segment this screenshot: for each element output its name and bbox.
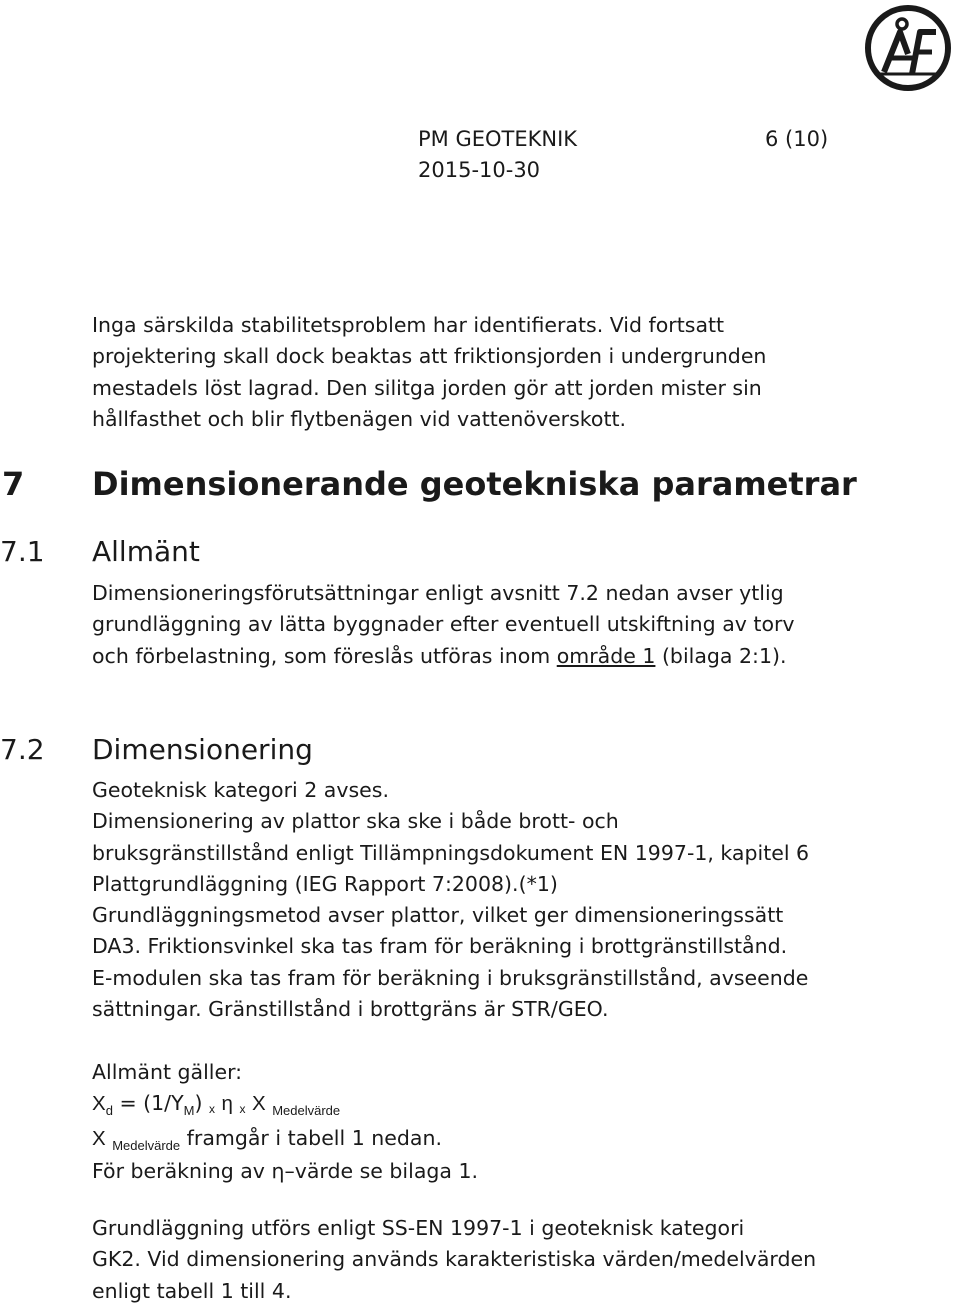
text-line: Dimensionering av plattor ska ske i både brott- och	[92, 809, 619, 834]
doc-date: 2015-10-30	[418, 158, 541, 182]
text-line: sättningar. Gränstillstånd i brottgräns är STR/GEO.	[92, 997, 609, 1022]
section-number: 7.2	[0, 733, 45, 766]
section-title: Dimensionerande geotekniska parametrar	[92, 465, 857, 503]
general-block	[92, 1057, 478, 1187]
text-line: Grundläggningsmetod avser plattor, vilket ger dimensioneringssätt	[92, 903, 784, 928]
area-link: område 1	[556, 643, 656, 668]
general-heading: Allmänt gäller:	[92, 1060, 243, 1084]
formula: $X_d = (1/Y_M)$ x η x X $_{Medelvärde}$	[92, 1091, 341, 1119]
section-7-1-paragraph	[92, 578, 795, 672]
text-line: enligt tabell 1 till 4.	[92, 1278, 292, 1303]
af-logo-icon	[862, 2, 954, 94]
text-line: Geoteknisk kategori 2 avses.	[92, 778, 389, 802]
text-line: GK2. Vid dimensionering används karakteristiska värden/medelvärden	[92, 1247, 817, 1272]
page-number: 6 (10)	[765, 127, 829, 151]
intro-paragraph	[92, 310, 766, 435]
text-line: projektering skall dock beaktas att friktionsjorden i undergrunden	[92, 344, 767, 369]
text-line: mestadels löst lagrad. Den silitga jorden gör att jorden mister sin	[92, 375, 762, 400]
text-line: grundläggning av lätta byggnader efter eventuell utskiftning av torv	[92, 612, 795, 637]
section-number: 7.1	[0, 535, 45, 568]
text-line: bruksgränstillstånd enligt Tillämpningsdokument EN 1997-1, kapitel 6	[92, 840, 810, 865]
text-line: E-modulen ska tas fram för beräkning i bruksgränstillstånd, avseende	[92, 965, 809, 990]
doc-title: PM GEOTEKNIK	[418, 127, 578, 151]
section-number: 7	[2, 465, 25, 503]
text-line: Dimensioneringsförutsättningar enligt avsnitt 7.2 nedan avser ytlig	[92, 581, 784, 605]
section-title: Dimensionering	[92, 733, 313, 766]
section-title: Allmänt	[92, 535, 200, 568]
text-line: Inga särskilda stabilitetsproblem har identifierats. Vid fortsatt	[92, 313, 725, 337]
text-line: För beräkning av η–värde se bilaga 1.	[92, 1158, 479, 1183]
text-line: hållfasthet och blir flytbenägen vid vattenöverskott.	[92, 406, 627, 431]
text-line: Grundläggning utförs enligt SS-EN 1997-1 i geoteknisk kategori	[92, 1216, 745, 1240]
text-line: DA3. Friktionsvinkel ska tas fram för beräkning i brottgränstillstånd.	[92, 934, 788, 959]
closing-paragraph	[92, 1213, 816, 1307]
section-7-2-paragraph	[92, 775, 809, 1025]
text-line: X $_{Medelvärde}$ framgår i tabell 1 nedan.	[92, 1125, 442, 1153]
text-line: Plattgrundläggning (IEG Rapport 7:2008).(*1)	[92, 871, 558, 896]
text-line: och förbelastning, som föreslås utföras inom område 1 (bilaga 2:1).	[92, 643, 787, 668]
